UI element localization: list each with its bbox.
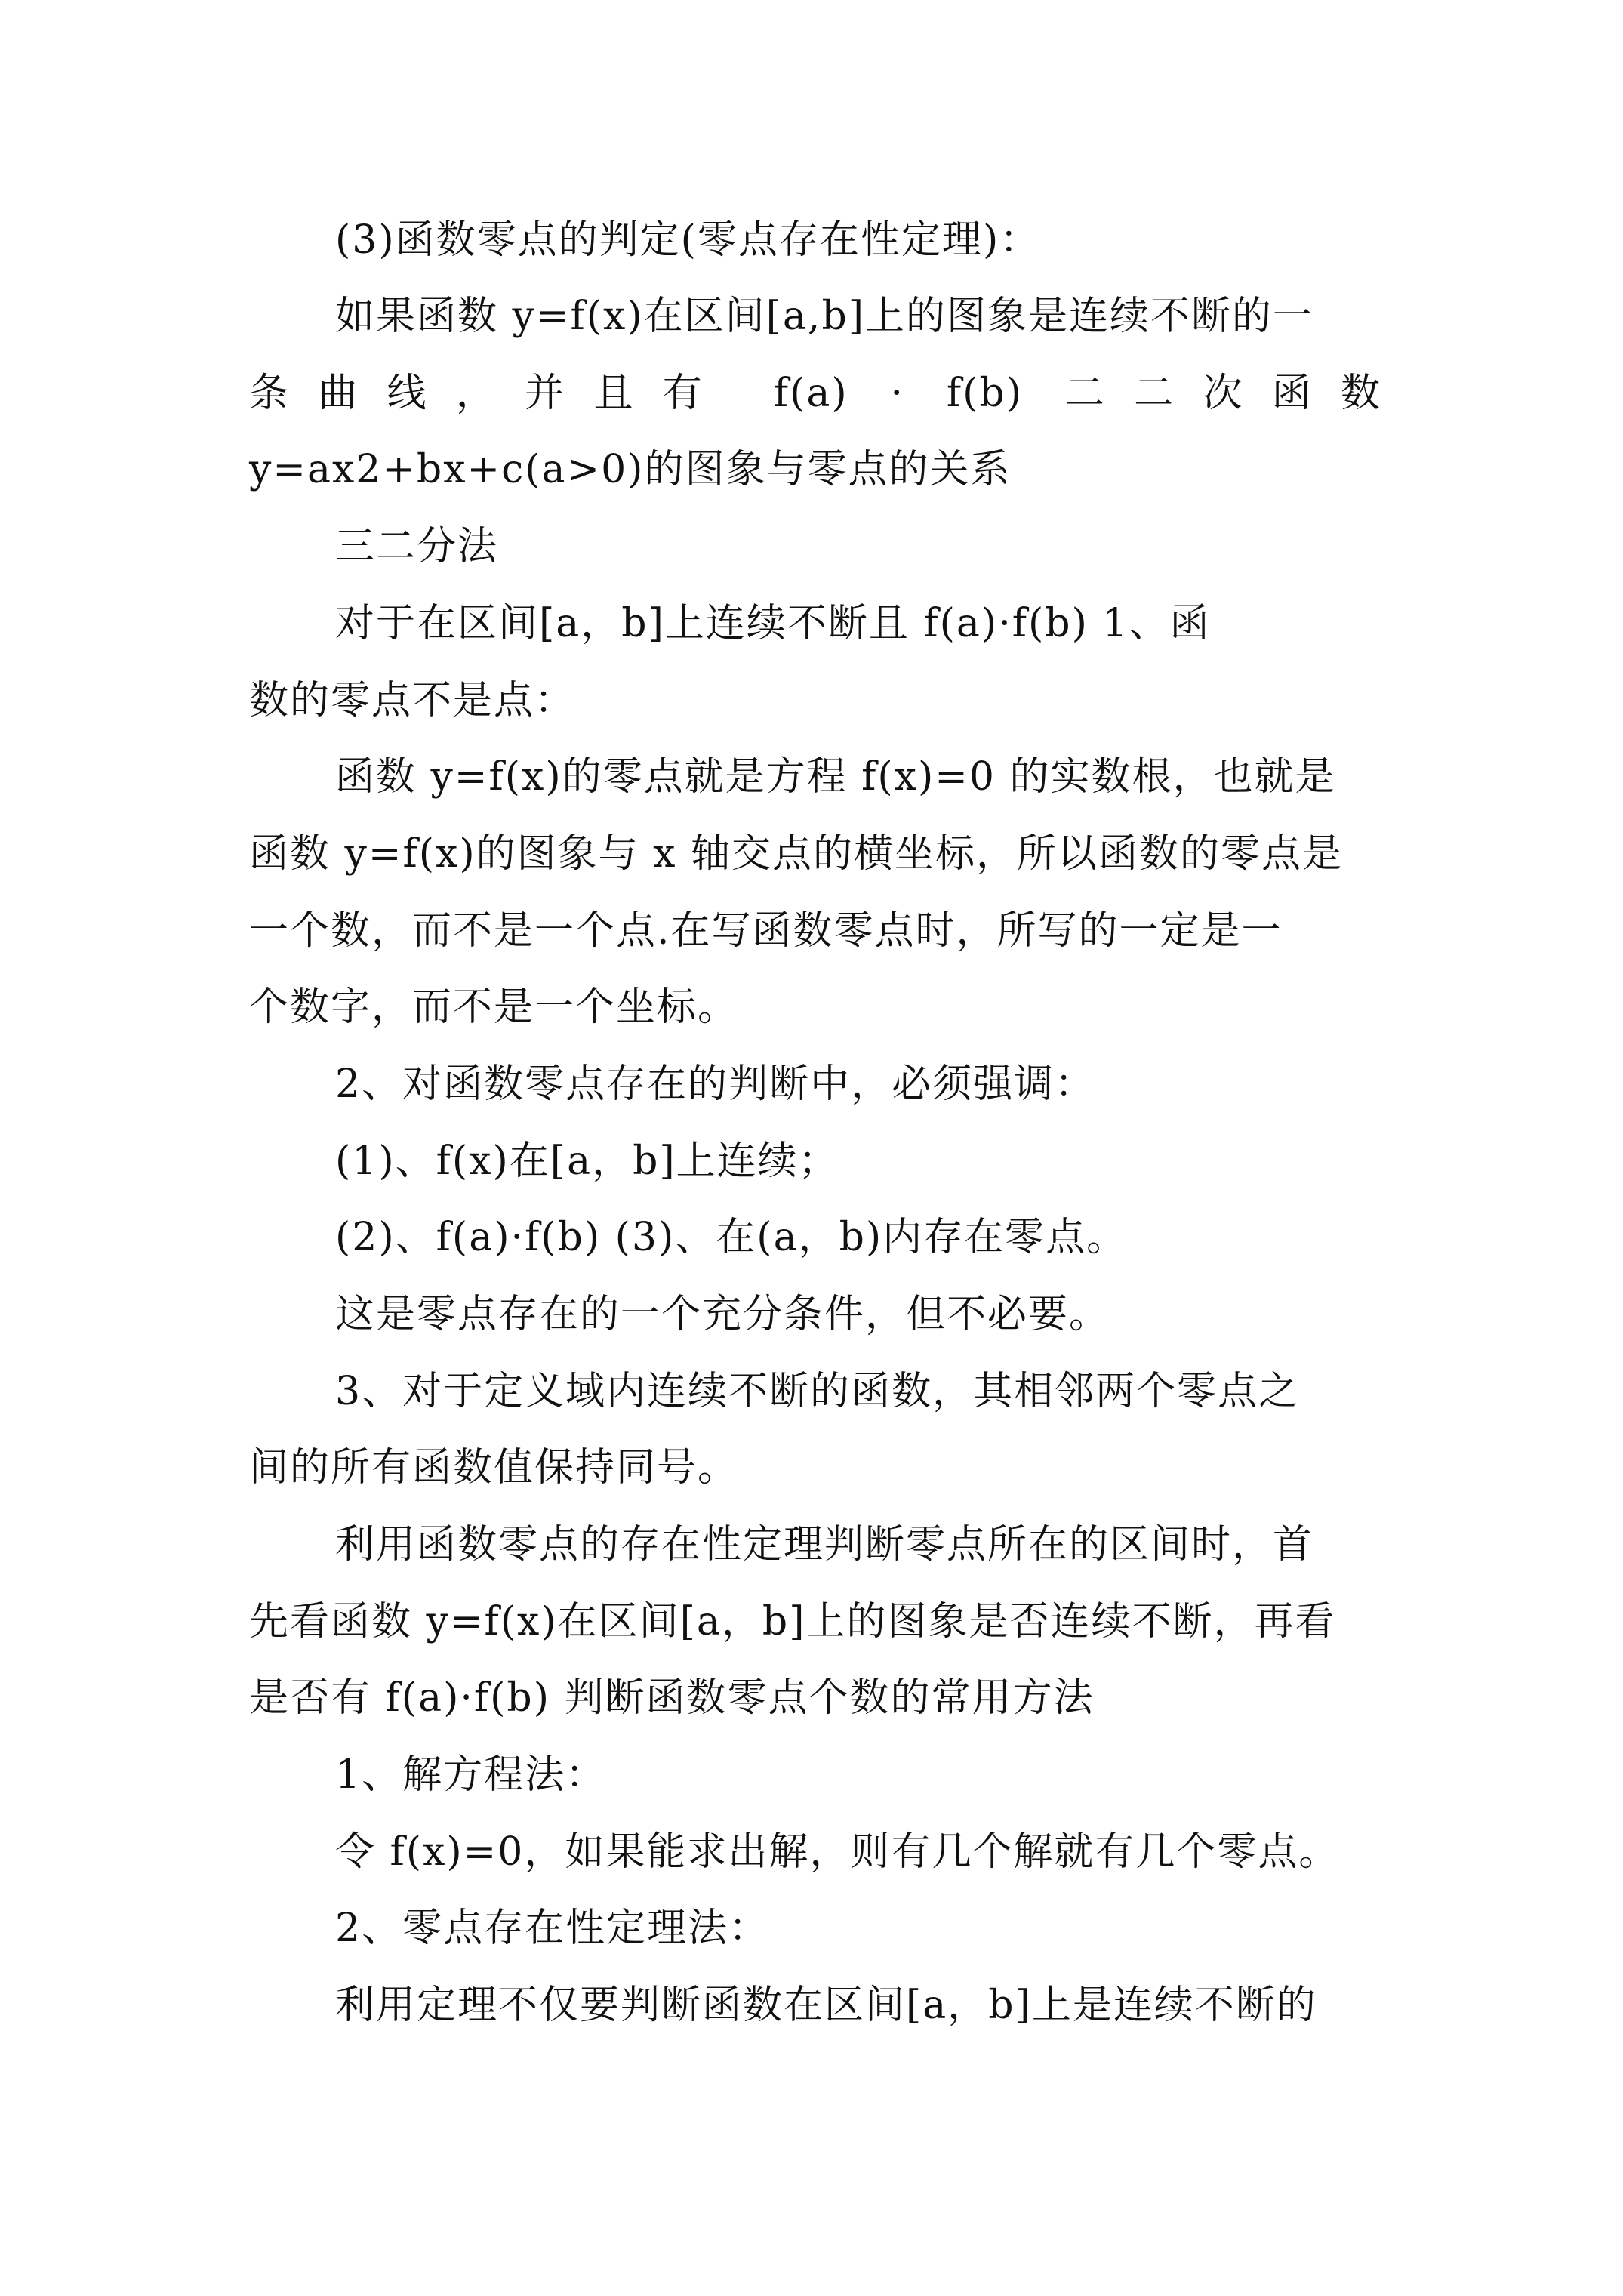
paragraph-line: 对于在区间[a，b]上连续不断且 f(a)·f(b) 1、函 (335, 601, 1211, 646)
paragraph-line: 函数 y=f(x)的图象与 x 轴交点的横坐标，所以函数的零点是 (249, 831, 1344, 877)
paragraph-line: 1、解方程法： (335, 1752, 607, 1798)
paragraph-line: y=ax2+bx+c(a>0)的图象与零点的关系 (249, 447, 1012, 492)
paragraph-line: 令 f(x)=0，如果能求出解，则有几个解就有几个零点。 (335, 1829, 1340, 1875)
section-heading: 三二分法 (335, 524, 499, 569)
paragraph-line: 个数字，而不是一个坐标。 (249, 985, 739, 1030)
paragraph-line: 是否有 f(a)·f(b) 判断函数零点个数的常用方法 (249, 1675, 1095, 1721)
paragraph-line: 数的零点不是点： (249, 678, 576, 723)
paragraph-line: 如果函数 y=f(x)在区间[a,b]上的图象是连续不断的一 (335, 294, 1314, 339)
paragraph-line: 利用定理不仅要判断函数在区间[a，b]上是连续不断的 (335, 1983, 1317, 2028)
paragraph-line: 3、对于定义域内连续不断的函数，其相邻两个零点之 (335, 1369, 1300, 1414)
paragraph-line: 先看函数 y=f(x)在区间[a，b]上的图象是否连续不断，再看 (249, 1599, 1336, 1644)
paragraph-line: (3)函数零点的判定(零点存在性定理)： (335, 217, 1041, 263)
paragraph-line: (2)、f(a)·f(b) (3)、在(a，b)内存在零点。 (335, 1215, 1128, 1260)
paragraph-line: 利用函数零点的存在性定理判断零点所在的区间时，首 (335, 1522, 1314, 1567)
paragraph-line: 一个数，而不是一个点.在写函数零点时，所写的一定是一 (249, 908, 1283, 954)
paragraph-line: (1)、f(x)在[a，b]上连续； (335, 1139, 839, 1184)
paragraph-line: 函数 y=f(x)的零点就是方程 f(x)=0 的实数根，也就是 (335, 754, 1336, 800)
paragraph-line: 条曲线，并且有 f(a) · f(b) 二二次函数 (249, 371, 1381, 416)
paragraph-line: 2、对函数零点存在的判断中，必须强调： (335, 1062, 1096, 1107)
paragraph-line: 2、零点存在性定理法： (335, 1906, 770, 1951)
paragraph-line: 这是零点存在的一个充分条件，但不必要。 (335, 1292, 1110, 1337)
paragraph-line: 间的所有函数值保持同号。 (249, 1445, 739, 1490)
